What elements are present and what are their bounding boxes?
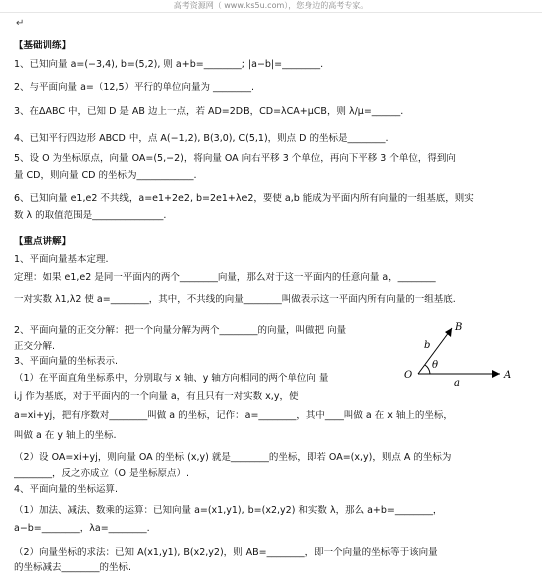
- text-line: 正交分解.: [14, 341, 56, 352]
- text-line: a−b=________，λa=________.: [14, 523, 150, 534]
- text-line: 3、在ΔABC 中，已知 D 是 AB 边上一点，若 AD=2DB，CD=λCA+μCB，则 λ/μ=______.: [14, 106, 404, 117]
- label-A: A: [504, 370, 512, 381]
- text-line: 【重点讲解】: [14, 236, 72, 247]
- text-line: （1）在平面直角坐标系中，分别取与 x 轴、y 轴方向相同的两个单位向 量: [14, 373, 329, 384]
- text-line: 一对实数 λ1,λ2 使 a=________，其中，不共线的向量________叫做表示这一平面内所有向量的一组基底.: [14, 294, 456, 305]
- text-line: 数 λ 的取值范围是_______________.: [14, 210, 167, 221]
- text-line: i,j 作为基底，对于平面内的一个向量 a，有且只有一对实数 x,y，使: [14, 391, 299, 402]
- text-line: （2）设 OA=xi+yj，则向量 OA 的坐标 (x,y) 就是________的坐标，即若 OA=(x,y)，则点 A 的坐标为: [14, 452, 452, 463]
- text-line: （1）加法、减法、数乘的运算：已知向量 a=(x1,y1), b=(x2,y2) 和实数 λ，那么 a+b=________，: [14, 505, 443, 516]
- text-line: 定理：如果 e1,e2 是同一平面内的两个________向量，那么对于这一平面内的任意向量 a，________: [14, 272, 436, 283]
- text-line: 1、已知向量 a=(−3,4), b=(5,2), 则 a+b=________; |a−b|=________.: [14, 59, 324, 70]
- text-line: 的坐标减去________的坐标.: [14, 562, 132, 573]
- text-line: ________，反之亦成立（O 是坐标原点）.: [14, 468, 190, 479]
- return-mark: ↵: [16, 18, 25, 29]
- vector-diagram: [390, 318, 540, 388]
- text-line: 3、平面向量的坐标表示.: [14, 356, 119, 367]
- text-line: （2）向量坐标的求法：已知 A(x1,y1), B(x2,y2)，则 AB=________，即一个向量的坐标等于该向量: [14, 547, 438, 558]
- angle-arc: [425, 365, 430, 374]
- label-O: O: [404, 370, 413, 381]
- text-line: 2、与平面向量 a=（12,5）平行的单位向量为 ________.: [14, 82, 255, 93]
- text-line: 4、平面向量的坐标运算.: [14, 484, 119, 495]
- text-line: 2、平面向量的正交分解：把一个向量分解为两个________的向量，叫做把 向量: [14, 325, 347, 336]
- label-B: B: [455, 322, 463, 333]
- text-line: a=xi+yj，把有序数对________叫做 a 的坐标，记作：a=________，其中____叫做 a 在 x 轴上的坐标，: [14, 410, 453, 421]
- text-line: 1、平面向量基本定理.: [14, 254, 109, 265]
- arrow-a-icon: [492, 370, 500, 378]
- text-line: 叫做 a 在 y 轴上的坐标.: [14, 430, 117, 441]
- label-theta: θ: [432, 360, 439, 371]
- text-line: 量 CD，则向量 CD 的坐标为____________.: [14, 170, 197, 181]
- text-line: 4、已知平行四边形 ABCD 中，点 A(−1,2), B(3,0), C(5,1)，则点 D 的坐标是________.: [14, 133, 389, 144]
- label-a: a: [454, 378, 460, 388]
- text-line: 【基础训练】: [14, 40, 72, 51]
- page-header: 高考资源网（ www.ks5u.com），您身边的高考专家。: [0, 0, 542, 13]
- text-line: 5、设 O 为坐标原点，向量 OA=(5,−2)，将向量 OA 向右平移 3 个单位，再向下平移 3 个单位，得到向: [14, 153, 456, 164]
- text-line: 6、已知向量 e1,e2 不共线，a=e1+2e2, b=2e1+λe2，要使 a,b 能成为平面内所有向量的一组基底，则实: [14, 193, 474, 204]
- label-b: b: [424, 340, 431, 351]
